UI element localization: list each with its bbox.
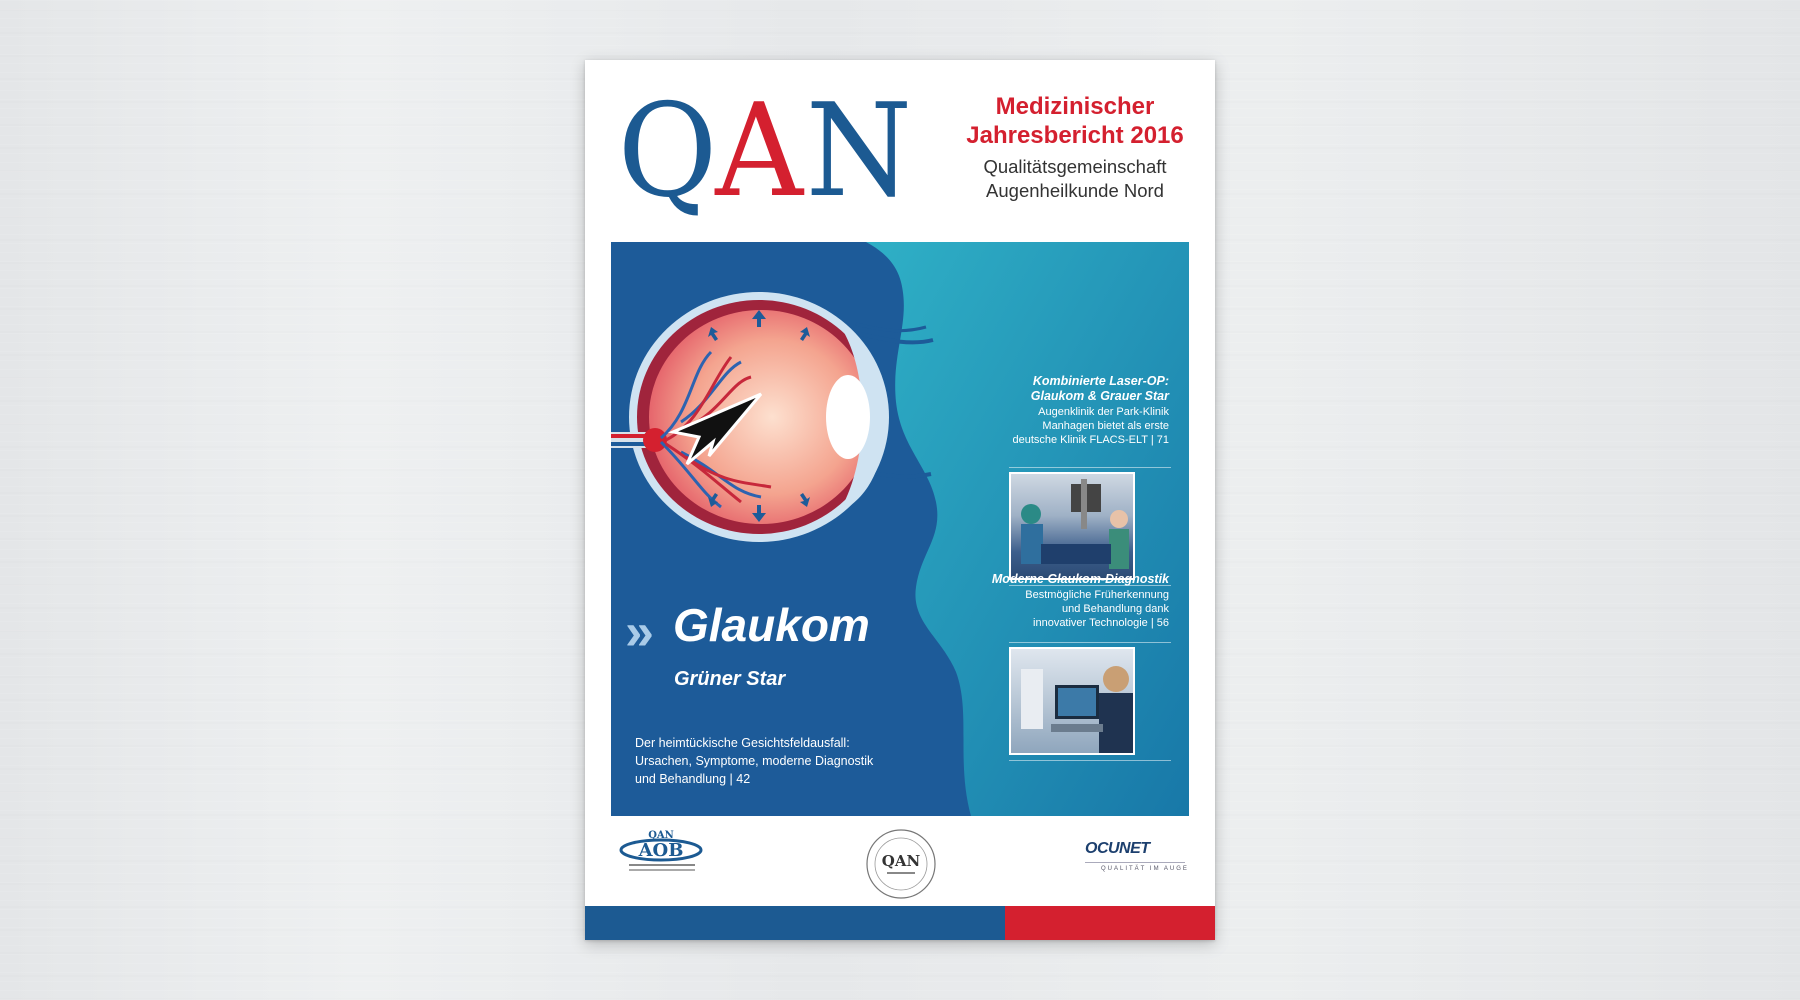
report-cover [585,60,1215,940]
cover-image-panel [611,242,1189,816]
divider [1009,467,1171,468]
qan-seal-logo [865,828,937,900]
qan-aob-top: QAN [648,830,674,841]
title-line-1: Medizinischer [995,93,1155,120]
feature-desc-2: Ursachen, Symptome, moderne Diagnostik [635,754,874,768]
footer-bar-red [1005,906,1215,940]
logo-letter-a: A [715,77,804,226]
divider [1009,642,1171,643]
feature-desc-3: und Behandlung | 42 [635,772,751,786]
logo-letter-n: N [805,77,913,226]
article1-text-3: deutsche Klinik FLACS-ELT | 71 [1012,434,1169,446]
feature-desc-1: Der heimtückische Gesichtsfeldausfall: [635,736,850,750]
qan-aob-main: AOB [638,840,684,861]
org-line-2: Augenheilkunde Nord [986,180,1164,201]
diagnostics-photo [1009,647,1135,755]
feature-title: Glaukom [673,599,870,651]
article2-text-1: Bestmögliche Früherkennung [1025,589,1169,601]
org-line-1: Qualitätsgemeinschaft [983,156,1167,177]
footer-bar-blue [585,906,1005,940]
article1-title-1: Kombinierte Laser-OP: [1032,374,1169,388]
ocunet-tagline: QUALITÄT IM AUGE [1101,866,1189,872]
divider [1009,760,1171,761]
feature-subtitle: Grüner Star [674,668,786,690]
chevron-icon: » [625,603,644,661]
article1-text-2: Manhagen bietet als erste [1042,420,1169,432]
article1-title-2: Glaukom & Grauer Star [1030,389,1169,403]
ocunet-wordmark: OCUNET [1085,840,1150,857]
qan-aob-logo [619,830,709,890]
article2-title: Moderne Glaukom-Diagnostik [991,572,1169,586]
surgery-photo [1009,472,1135,580]
qan-seal-text: QAN [881,852,921,870]
title-line-2: Jahresbericht 2016 [966,122,1184,149]
logo-letter-q: Q [617,77,718,226]
ocunet-logo [1085,840,1189,890]
article1-text-1: Augenklinik der Park-Klinik [1038,406,1169,418]
article2-text-2: und Behandlung dank [1061,603,1169,615]
article2-text-3: innovativer Technologie | 56 [1033,617,1169,629]
